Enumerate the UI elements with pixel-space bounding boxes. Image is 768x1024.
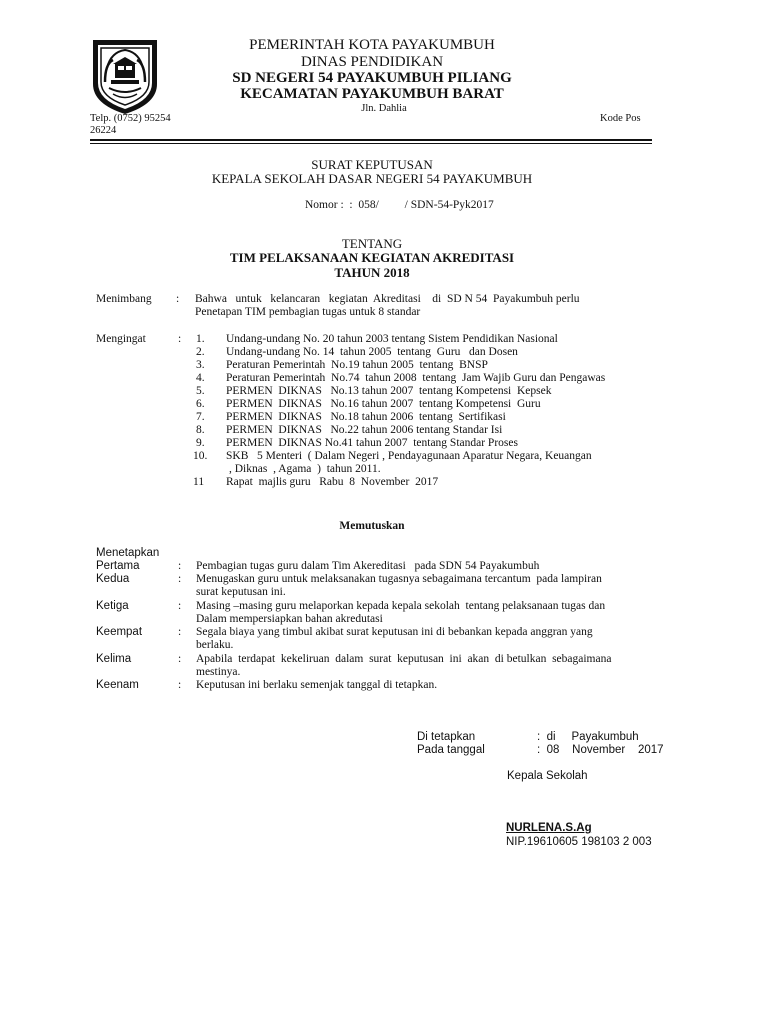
- menimbang-line-2: Penetapan TIM pembagian tugas untuk 8 standar: [195, 306, 421, 318]
- decision-colon: :: [178, 600, 182, 612]
- decree-year: TAHUN 2018: [334, 265, 410, 280]
- signer-name: NURLENA.S.Ag: [506, 822, 592, 834]
- list-item: Rapat majlis guru Rabu 8 November 2017: [226, 476, 439, 488]
- established-at-value: : di Payakumbuh: [537, 731, 639, 743]
- about-heading: TENTANG: [341, 236, 403, 251]
- list-item-number: 7.: [196, 411, 205, 423]
- menimbang-label: Menimbang: [96, 293, 152, 305]
- phone-number: Telp. (0752) 95254: [90, 113, 171, 124]
- decision-text-cont: mestinya.: [196, 666, 241, 678]
- decision-colon: :: [178, 573, 182, 585]
- postal-label: Kode Pos: [600, 113, 641, 124]
- list-item: Peraturan Pemerintah No.19 tahun 2005 tentang BNSP: [226, 359, 488, 371]
- header-rule-thick: [90, 139, 652, 141]
- decree-subject: TIM PELAKSANAAN KEGIATAN AKREDITASI: [229, 250, 515, 265]
- list-item-number: 9.: [196, 437, 205, 449]
- list-item: Undang-undang No. 14 tahun 2005 tentang Guru dan Dosen: [226, 346, 518, 358]
- school-name: SD NEGERI 54 PAYAKUMBUH PILIANG: [232, 70, 512, 86]
- list-item: PERMEN DIKNAS No.13 tahun 2007 tentang Kompetensi Kepsek: [226, 385, 552, 397]
- list-item-number: 6.: [196, 398, 205, 410]
- list-item-number: 3.: [196, 359, 205, 371]
- mengingat-colon: :: [178, 333, 182, 345]
- decree-title: SURAT KEPUTUSAN: [311, 157, 433, 172]
- date-label: Pada tanggal: [417, 744, 485, 756]
- list-item: PERMEN DIKNAS No.16 tahun 2007 tentang Kompetensi Guru: [226, 398, 541, 410]
- decision-colon: :: [178, 626, 182, 638]
- list-item: Peraturan Pemerintah No.74 tahun 2008 tentang Jam Wajib Guru dan Pengawas: [226, 372, 606, 384]
- street-address: Jln. Dahlia: [361, 103, 407, 114]
- decision-colon: :: [178, 679, 182, 691]
- signer-nip: NIP.19610605 198103 2 003: [506, 836, 652, 848]
- decision-text: Menugaskan guru untuk melaksanakan tugasnya sebagaimana tercantum pada lampiran: [196, 573, 602, 585]
- header-rule-thin: [90, 143, 652, 144]
- decision-heading: Memutuskan: [339, 520, 405, 532]
- list-item-number: 1.: [196, 333, 205, 345]
- decision-text-cont: surat keputusan ini.: [196, 586, 286, 598]
- list-item: , Diknas , Agama ) tahun 2011.: [229, 463, 381, 475]
- decision-label: Kelima: [96, 653, 132, 665]
- decision-text-cont: Dalam mempersiapkan bahan akredutasi: [196, 613, 383, 625]
- list-item-number: 8.: [196, 424, 205, 436]
- decision-text: Keputusan ini berlaku semenjak tanggal di tetapkan.: [196, 679, 438, 691]
- decision-label: Kedua: [96, 573, 130, 585]
- date-value: : 08 November 2017: [537, 744, 664, 756]
- list-item-number: 10.: [193, 450, 208, 462]
- decision-label: Keempat: [96, 626, 143, 638]
- list-item-number: 4.: [196, 372, 205, 384]
- decision-label: Keenam: [96, 679, 139, 691]
- list-item-number: 5.: [196, 385, 205, 397]
- decision-text: Pembagian tugas guru dalam Tim Akereditasi pada SDN 54 Payakumbuh: [196, 560, 540, 572]
- decree-issuer: KEPALA SEKOLAH DASAR NEGERI 54 PAYAKUMBUH: [211, 171, 533, 186]
- decision-colon: :: [178, 560, 182, 572]
- established-at-label: Di tetapkan: [417, 731, 476, 743]
- list-item: SKB 5 Menteri ( Dalam Negeri , Pendayagunaan Aparatur Negara, Keuangan: [226, 450, 592, 462]
- decision-text: Masing –masing guru melaporkan kepada kepala sekolah tentang pelaksanaan tugas dan: [196, 600, 606, 612]
- menimbang-line-1: Bahwa untuk kelancaran kegiatan Akreditasi di SD N 54 Payakumbuh perlu: [195, 293, 580, 305]
- decision-label: Pertama: [96, 560, 140, 572]
- list-item: PERMEN DIKNAS No.22 tahun 2006 tentang Standar Isi: [226, 424, 503, 436]
- menimbang-colon: :: [176, 293, 180, 305]
- district-name: KECAMATAN PAYAKUMBUH BARAT: [240, 86, 504, 102]
- decision-text: Apabila terdapat kekeliruan dalam surat keputusan ini akan di betulkan sebagaimana: [196, 653, 612, 665]
- mengingat-label: Mengingat: [96, 333, 146, 345]
- decision-colon: :: [178, 653, 182, 665]
- list-item: PERMEN DIKNAS No.41 tahun 2007 tentang Standar Proses: [226, 437, 518, 449]
- decision-label: Ketiga: [96, 600, 129, 612]
- list-item: PERMEN DIKNAS No.18 tahun 2006 tentang Sertifikasi: [226, 411, 506, 423]
- postal-code: 26224: [90, 125, 117, 136]
- decision-text: Segala biaya yang timbul akibat surat keputusan ini di bebankan kepada anggran yang: [196, 626, 593, 638]
- signer-position: Kepala Sekolah: [507, 770, 588, 782]
- menetapkan-label: Menetapkan: [96, 547, 160, 559]
- list-item-number: 2.: [196, 346, 205, 358]
- government-name: PEMERINTAH KOTA PAYAKUMBUH: [249, 37, 495, 53]
- department-name: DINAS PENDIDIKAN: [300, 54, 444, 70]
- list-item-number: 11: [193, 476, 205, 488]
- list-item: Undang-undang No. 20 tahun 2003 tentang Sistem Pendidikan Nasional: [226, 333, 558, 345]
- decision-text-cont: berlaku.: [196, 639, 234, 651]
- decree-number: Nomor : : 058/ / SDN-54-Pyk2017: [305, 199, 494, 211]
